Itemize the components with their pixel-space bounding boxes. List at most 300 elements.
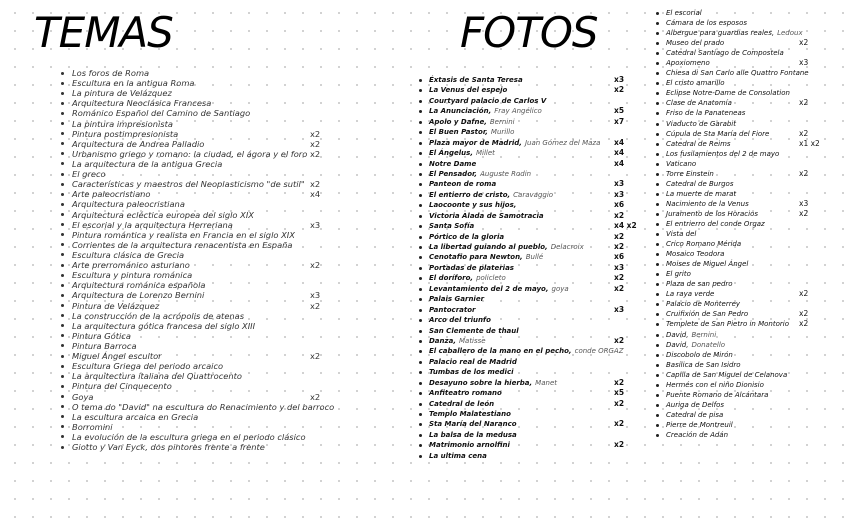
tema-item: [64, 240, 344, 250]
tema-text: Arquitectura Neoclásica Francesa: [72, 98, 212, 109]
tema-text: Arquitectura de Andrea Palladio: [72, 138, 205, 149]
foto-item: [656, 350, 846, 360]
fotos-list-continued: [656, 8, 846, 440]
foto-item: [656, 330, 846, 340]
tema-count: x2: [310, 148, 321, 159]
foto-title: Anfiteatro romano: [429, 389, 502, 398]
foto-title: Pierre de Montreuil: [666, 420, 733, 429]
foto-count: x3: [614, 262, 625, 272]
foto-item: [656, 38, 846, 48]
foto-title: Puente Romano de Alcántara: [666, 390, 769, 399]
foto-title: Cámara de los esposos: [666, 19, 748, 28]
tema-item: [64, 179, 344, 189]
foto-author: Juan Gómez del Maza: [524, 138, 601, 147]
foto-count: x2: [614, 419, 625, 429]
foto-item: [419, 179, 634, 189]
foto-item: [656, 229, 846, 239]
tema-item: [64, 78, 344, 88]
tema-item: [64, 392, 344, 402]
foto-title: Arco del triunfo: [429, 316, 491, 325]
tema-text: La evolución de la escultura griega en el periodo clásico: [72, 431, 306, 442]
foto-title: Friso de la Panateneas: [666, 109, 746, 118]
foto-item: [419, 211, 634, 221]
foto-title: Mosaico Teodora: [666, 250, 725, 259]
foto-item: [419, 148, 634, 158]
foto-author: Bernini: [691, 330, 717, 339]
tema-text: Pintura Gótica: [72, 330, 131, 341]
tema-text: Arte prerrománico asturiano: [72, 260, 190, 271]
tema-item: [64, 210, 344, 220]
foto-item: [419, 169, 634, 179]
tema-text: Escultura clásica de Grecia: [72, 249, 185, 260]
foto-item: [656, 249, 846, 259]
foto-author: Matisse: [458, 336, 486, 345]
foto-item: [656, 309, 846, 319]
foto-item: [656, 360, 846, 370]
foto-author: Bullé: [525, 253, 544, 262]
foto-item: [419, 378, 634, 388]
foto-author: Manet: [535, 378, 557, 387]
foto-count: x3: [614, 189, 625, 199]
foto-item: [419, 451, 634, 461]
tema-count: x2: [310, 391, 321, 402]
foto-count: x2: [614, 210, 625, 220]
foto-title: Éxtasis de Santa Teresa: [429, 76, 523, 84]
foto-title: Nacimiento de la Venus: [666, 199, 749, 208]
foto-title: Creación de Adán: [666, 430, 729, 439]
tema-count: x3: [310, 219, 321, 230]
tema-count: x2: [310, 179, 321, 190]
foto-count: x3: [614, 179, 625, 189]
foto-item: [656, 179, 846, 189]
foto-item: [656, 269, 846, 279]
foto-item: [419, 326, 634, 336]
foto-item: [656, 159, 846, 169]
tema-count: x2: [310, 300, 321, 311]
foto-item: [656, 149, 846, 159]
tema-text: Goya: [72, 391, 94, 402]
tema-item: [64, 270, 344, 280]
foto-item: [419, 138, 634, 148]
foto-item: [656, 68, 846, 78]
tema-text: Pintura postimpresionista: [72, 128, 179, 139]
foto-count: x2: [799, 319, 809, 329]
tema-item: [64, 301, 344, 311]
foto-item: [656, 169, 846, 179]
foto-title: Cúpula de Sta María del Fiore: [666, 129, 770, 138]
foto-count: x2: [614, 377, 625, 387]
foto-title: Matrimonio arnolfini: [429, 441, 510, 450]
foto-title: La balsa de la medusa: [429, 430, 517, 439]
foto-item: [419, 242, 634, 252]
foto-count: x2: [614, 231, 625, 241]
tema-item: [64, 139, 344, 149]
foto-count: x3: [614, 75, 625, 84]
foto-title: Cruifixión de San Pedro: [666, 310, 749, 319]
foto-title: Palacio de Monterrey: [666, 300, 741, 309]
foto-title: La Venus del espejo: [429, 86, 508, 95]
foto-item: [419, 106, 634, 116]
foto-item: [419, 96, 634, 106]
tema-text: Arquitectura paleocristiana: [72, 199, 185, 210]
foto-title: Los fusilamientos del 2 de mayo: [666, 149, 780, 158]
foto-title: Albergue para guardias reales, Ledoux: [666, 29, 803, 38]
foto-title: David, Bernini: [666, 330, 717, 339]
foto-item: [419, 85, 634, 95]
foto-count: x4: [614, 148, 625, 158]
foto-item: [656, 199, 846, 209]
tema-text: La arquitectura gótica francesa del siglo XIII: [72, 320, 256, 331]
foto-title: Capilla de San Miguel de Celanova: [666, 370, 788, 379]
foto-author: goya: [551, 284, 569, 293]
foto-item: [656, 108, 846, 118]
tema-count: x2: [310, 260, 321, 271]
tema-item: [64, 159, 344, 169]
foto-item: [419, 336, 634, 346]
foto-author: Auguste Rodin: [480, 169, 532, 178]
foto-count: x3: [799, 198, 809, 208]
tema-count: x3: [310, 290, 321, 301]
foto-title: Pantocrator: [429, 305, 476, 314]
tema-text: Arte paleocristiano: [72, 189, 151, 200]
foto-count: x2: [614, 242, 625, 251]
tema-count: x2: [310, 128, 321, 139]
foto-title: La raya verde: [666, 290, 715, 299]
foto-count: x6: [614, 200, 625, 210]
foto-title: El grito: [666, 270, 691, 279]
foto-item: [419, 388, 634, 398]
foto-item: [656, 88, 846, 98]
tema-text: Escultura y pintura románica: [72, 270, 193, 281]
foto-count: x3: [799, 58, 809, 68]
tema-item: [64, 98, 344, 108]
foto-title: Desayuno sobre la hierba, Manet: [429, 378, 557, 387]
tema-item: [64, 68, 344, 78]
foto-title: Notre Dame: [429, 159, 477, 168]
foto-title: Crico Romano Mérida: [666, 240, 742, 249]
foto-item: [656, 279, 846, 289]
tema-text: El escorial y la arquitectura Herreriana: [72, 219, 233, 230]
foto-title: Sta María del Naranco: [429, 420, 517, 429]
foto-item: [656, 259, 846, 269]
foto-title: Palacio real de Madrid: [429, 357, 517, 366]
foto-title: Pórtico de la gloria: [429, 232, 505, 241]
tema-item: [64, 119, 344, 129]
foto-title: Tumbas de los medici: [429, 368, 514, 377]
foto-title: Catedral Santiago de Compostela: [666, 49, 784, 58]
foto-count: x1 x2: [799, 138, 820, 148]
foto-author: policleto: [476, 274, 506, 283]
foto-item: [419, 430, 634, 440]
tema-item: [64, 371, 344, 381]
foto-title: El escorial: [666, 9, 702, 17]
foto-item: [656, 400, 846, 410]
tema-text: La arquitectura italiana del Quattrocento: [72, 371, 242, 382]
tema-count: x4: [310, 189, 321, 200]
foto-item: [656, 98, 846, 108]
foto-count: x6: [614, 252, 625, 262]
foto-count: x4: [614, 137, 625, 147]
foto-author: conde ORGAZ: [574, 347, 624, 356]
foto-item: [656, 129, 846, 139]
tema-item: [64, 129, 344, 139]
tema-item: [64, 341, 344, 351]
tema-item: [64, 311, 344, 321]
tema-item: [64, 361, 344, 371]
foto-title: Juramento de los Horacios: [666, 209, 758, 218]
tema-text: O tema do "David" na escultura do Renacimiento y del barroco: [72, 401, 335, 412]
foto-title: Clase de Anatomía: [666, 99, 732, 108]
foto-title: Catedral de Burgos: [666, 179, 734, 188]
tema-text: Borromini: [72, 421, 113, 432]
foto-item: [419, 284, 634, 294]
tema-item: [64, 280, 344, 290]
foto-item: [419, 357, 634, 367]
foto-item: [419, 346, 634, 356]
foto-author: Murillo: [490, 128, 515, 137]
foto-item: [656, 119, 846, 129]
foto-item: [656, 78, 846, 88]
foto-count: x5: [614, 106, 625, 116]
foto-title: Apolo y Dafne, Bernini: [429, 117, 515, 126]
foto-item: [419, 399, 634, 409]
foto-title: Auriga de Delfos: [666, 400, 725, 409]
foto-author: Delacroix: [550, 243, 584, 251]
foto-title: Danza, Matisse: [429, 336, 486, 345]
tema-item: [64, 402, 344, 412]
foto-item: [419, 263, 634, 273]
foto-count: x7: [614, 116, 625, 126]
tema-text: La pintura de Velázquez: [72, 88, 172, 99]
foto-count: x2: [799, 309, 809, 319]
foto-item: [656, 219, 846, 229]
foto-title: David, Donatello: [666, 340, 726, 349]
tema-text: Características y maestros del Neoplasticismo "de sutil": [72, 179, 305, 190]
foto-title: Plaza mayor de Madrid, Juan Gómez del Maza: [429, 138, 601, 147]
foto-count: x2: [614, 283, 625, 293]
tema-item: [64, 260, 344, 270]
foto-title: El Pensador, Auguste Rodin: [429, 169, 532, 178]
tema-item: [64, 88, 344, 98]
tema-text: Románico Español del Camino de Santiago: [72, 108, 251, 119]
foto-title: Viaducto de Garabit: [666, 119, 736, 128]
foto-item: [419, 294, 634, 304]
foto-count: x2: [614, 440, 625, 450]
foto-title: Palais Garnier: [429, 295, 485, 304]
foto-item: [656, 319, 846, 329]
tema-text: Corrientes de la arquitectura renacentista en España: [72, 239, 293, 250]
tema-item: [64, 422, 344, 432]
foto-item: [419, 117, 634, 127]
foto-count: x2: [799, 168, 809, 178]
tema-text: El greco: [72, 169, 106, 180]
foto-title: Panteon de roma: [429, 180, 497, 189]
tema-count: x2: [310, 138, 321, 149]
tema-item: [64, 149, 344, 159]
foto-item: [656, 239, 846, 249]
foto-title: San Clemente de thaul: [429, 326, 519, 335]
foto-title: La libertad guiando al pueblo, Delacroix: [429, 243, 584, 251]
tema-text: Arquitectura ecléctica europea del siglo XIX: [72, 209, 254, 220]
tema-text: Pintura romántica y realista en Francia en el siglo XIX: [72, 229, 295, 240]
tema-text: La pintura impresionista: [72, 118, 173, 129]
foto-item: [656, 420, 846, 430]
foto-title: Victoria Alada de Samotracia: [429, 211, 544, 220]
foto-item: [419, 273, 634, 283]
tema-item: [64, 189, 344, 199]
tema-item: [64, 351, 344, 361]
tema-text: Arquitectura de Lorenzo Bernini: [72, 290, 205, 301]
tema-text: Pintura del Cinquecento: [72, 381, 172, 392]
foto-item: [656, 8, 846, 18]
tema-text: Escultura Griega del periodo arcaico: [72, 361, 224, 372]
foto-title: Laocoonte y sus hijos,: [429, 201, 517, 210]
foto-author: Caravaggio: [513, 190, 554, 199]
foto-item: [419, 127, 634, 137]
foto-author: Ledoux: [777, 29, 803, 38]
tema-item: [64, 250, 344, 260]
foto-title: El doríforo, policleto: [429, 274, 506, 283]
tema-item: [64, 412, 344, 422]
temas-heading: TEMAS: [34, 8, 173, 57]
tema-text: Los foros de Roma: [72, 68, 150, 78]
foto-title: El cristo amarillo: [666, 79, 725, 88]
foto-author: Fray Angélico: [494, 107, 542, 116]
foto-item: [419, 75, 634, 85]
foto-title: El caballero de la mano en el pecho, conde ORGAZ: [429, 347, 624, 356]
foto-item: [419, 440, 634, 450]
tema-text: Arquitectura románica española: [72, 280, 206, 291]
foto-title: Moises de Miguel Ángel: [666, 260, 749, 269]
foto-item: [419, 367, 634, 377]
foto-item: [419, 200, 634, 210]
foto-title: El entrierro del conde Orgaz: [666, 219, 765, 228]
tema-item: [64, 290, 344, 300]
tema-item: [64, 321, 344, 331]
tema-item: [64, 169, 344, 179]
foto-item: [419, 409, 634, 419]
foto-title: Levantamiento del 2 de mayo, goya: [429, 284, 569, 293]
foto-item: [419, 252, 634, 262]
foto-item: [656, 18, 846, 28]
tema-item: [64, 108, 344, 118]
foto-item: [419, 305, 634, 315]
foto-count: x2: [614, 335, 625, 345]
temas-list: [64, 68, 344, 452]
tema-text: Miguel Ángel escultor: [72, 351, 162, 362]
foto-title: El Ángelus, Millet: [429, 149, 495, 158]
foto-title: Torre Einstein: [666, 169, 714, 178]
foto-item: [656, 48, 846, 58]
foto-item: [419, 232, 634, 242]
foto-title: Santa Sofía: [429, 222, 475, 231]
foto-item: [419, 159, 634, 169]
foto-count: x4: [614, 158, 625, 168]
foto-count: x2: [799, 128, 809, 138]
foto-title: Catedral de león: [429, 399, 495, 408]
foto-item: [656, 370, 846, 380]
tema-text: La arquitectura de la antigua Grecia: [72, 158, 223, 169]
tema-text: Escultura en la antigua Roma: [72, 78, 195, 89]
tema-item: [64, 442, 344, 452]
foto-title: Catedral de Reims: [666, 139, 731, 148]
foto-item: [656, 380, 846, 390]
tema-item: [64, 432, 344, 442]
foto-title: La ultima cena: [429, 451, 487, 460]
foto-title: El Buen Pastor, Murillo: [429, 128, 515, 137]
foto-count: x3: [614, 304, 625, 314]
foto-item: [656, 189, 846, 199]
foto-title: Templo Malatestiano: [429, 410, 511, 418]
tema-item: [64, 199, 344, 209]
foto-count: x2: [799, 98, 809, 108]
foto-title: Vaticano: [666, 159, 697, 168]
foto-author: Donatello: [691, 340, 726, 349]
foto-title: Hermés con el niño Dionisio: [666, 380, 764, 389]
foto-title: Museo del prado: [666, 39, 725, 48]
foto-count: x2: [799, 208, 809, 218]
tema-item: [64, 381, 344, 391]
foto-item: [419, 221, 637, 231]
fotos-list: [419, 75, 637, 461]
foto-title: Courtyard palacio de Carlos V: [429, 96, 547, 105]
foto-title: Eclipse Notre-Dame de Consolation: [666, 89, 790, 98]
foto-item: [656, 209, 846, 219]
foto-title: La muerte de marat: [666, 189, 737, 198]
foto-item: [419, 419, 634, 429]
foto-item: [656, 410, 846, 420]
foto-count: x2: [614, 398, 625, 408]
foto-title: Plaza de san pedro: [666, 280, 733, 289]
foto-title: Catedral de pisa: [666, 410, 724, 419]
foto-item: [656, 289, 846, 299]
foto-author: Bernini: [489, 117, 515, 126]
foto-title: Basílica de San Isidro: [666, 360, 741, 369]
foto-title: Portadas de platerias: [429, 263, 514, 272]
tema-item: [64, 331, 344, 341]
tema-count: x2: [310, 351, 321, 362]
tema-text: La construcción de la acrópolis de atenas: [72, 310, 245, 321]
foto-item: [656, 58, 846, 68]
foto-item: [656, 430, 846, 440]
tema-text: La escultura arcaica en Grecia: [72, 411, 199, 422]
foto-item: [656, 299, 846, 309]
foto-title: Discobolo de Mirón: [666, 350, 733, 359]
foto-count: x2: [799, 38, 809, 48]
foto-title: El entierro de cristo, Caravaggio: [429, 190, 554, 199]
foto-item: [419, 190, 634, 200]
foto-count: x2: [799, 289, 809, 299]
foto-title: Chiesa di San Carlo alle Quattro Fontane: [666, 69, 809, 78]
foto-count: x2: [614, 273, 625, 283]
foto-count: x5: [614, 388, 625, 398]
foto-count: x2: [614, 85, 625, 95]
tema-text: Pintura Barroca: [72, 340, 137, 351]
foto-item: [656, 390, 846, 400]
foto-item: [656, 340, 846, 350]
tema-item: [64, 220, 344, 230]
tema-text: Pintura de Velázquez: [72, 300, 160, 311]
foto-item: [419, 315, 634, 325]
tema-text: Giotto y Van Eyck, dos pintores frente a frente: [72, 442, 265, 453]
tema-item: [64, 230, 344, 240]
foto-item: [656, 139, 846, 149]
foto-title: La Anunciación, Fray Angélico: [429, 107, 542, 116]
foto-title: Vista del: [666, 230, 697, 239]
fotos-heading: FOTOS: [460, 8, 598, 57]
foto-author: Millet: [476, 149, 495, 158]
foto-title: Apoxiomeno: [666, 59, 710, 68]
